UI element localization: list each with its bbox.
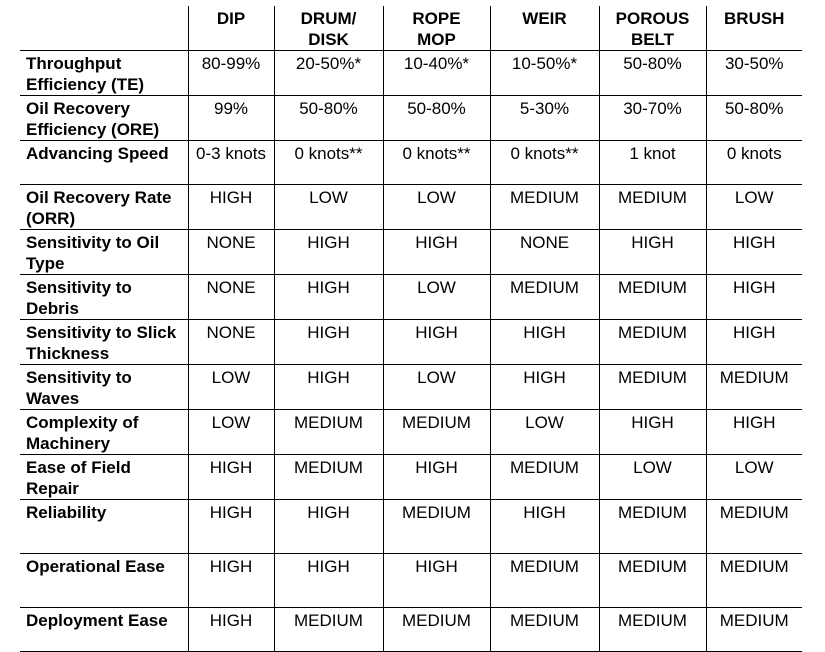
- table-cell: NONE: [490, 230, 599, 275]
- table-cell: LOW: [490, 410, 599, 455]
- table-cell: HIGH: [188, 554, 274, 608]
- table-cell: HIGH: [706, 410, 802, 455]
- table-row: [20, 185, 802, 230]
- table-cell: MEDIUM: [599, 554, 706, 608]
- table-cell: HIGH: [706, 230, 802, 275]
- table-cell: 50-80%: [274, 96, 383, 141]
- table-cell: HIGH: [188, 185, 274, 230]
- table-cell: HIGH: [274, 230, 383, 275]
- column-header-weir: WEIR: [490, 6, 599, 51]
- row-label: Sensitivity to Debris: [20, 275, 188, 320]
- corner-cell: [20, 6, 188, 51]
- table-cell: HIGH: [188, 500, 274, 554]
- table-cell: MEDIUM: [490, 608, 599, 652]
- column-header-drum-disk: DRUM/ DISK: [274, 6, 383, 51]
- row-label: Sensitivity to Oil Type: [20, 230, 188, 275]
- row-label: Complexity of Machinery: [20, 410, 188, 455]
- table-cell: NONE: [188, 320, 274, 365]
- table-cell: 10-50%*: [490, 51, 599, 96]
- table-cell: 30-70%: [599, 96, 706, 141]
- row-label: Sensitivity to Slick Thickness: [20, 320, 188, 365]
- table-cell: HIGH: [599, 230, 706, 275]
- column-header-porous-belt: POROUS BELT: [599, 6, 706, 51]
- table-cell: HIGH: [274, 554, 383, 608]
- table-row: [20, 275, 802, 320]
- table-cell: MEDIUM: [599, 608, 706, 652]
- table-cell: 0 knots**: [383, 141, 490, 185]
- table-row: [20, 500, 802, 554]
- table-row: [20, 365, 802, 410]
- row-label: Advancing Speed: [20, 141, 188, 185]
- table-cell: 20-50%*: [274, 51, 383, 96]
- skimmer-comparison-table: [20, 6, 802, 652]
- table-cell: HIGH: [274, 365, 383, 410]
- table-cell: MEDIUM: [490, 275, 599, 320]
- table-cell: 5-30%: [490, 96, 599, 141]
- table-cell: MEDIUM: [706, 500, 802, 554]
- table-cell: HIGH: [383, 455, 490, 500]
- row-label: Oil Recovery Efficiency (ORE): [20, 96, 188, 141]
- table-cell: HIGH: [383, 320, 490, 365]
- table-cell: 50-80%: [383, 96, 490, 141]
- table-cell: HIGH: [599, 410, 706, 455]
- table-cell: LOW: [383, 275, 490, 320]
- table-cell: 50-80%: [706, 96, 802, 141]
- table-cell: MEDIUM: [706, 365, 802, 410]
- column-header-dip: DIP: [188, 6, 274, 51]
- row-label: Throughput Efficiency (TE): [20, 51, 188, 96]
- table-row: [20, 554, 802, 608]
- table-row: [20, 455, 802, 500]
- table-body: [20, 51, 802, 652]
- table-cell: 0 knots**: [274, 141, 383, 185]
- table-row: [20, 320, 802, 365]
- table-cell: MEDIUM: [599, 185, 706, 230]
- table-cell: MEDIUM: [274, 410, 383, 455]
- table-cell: MEDIUM: [706, 608, 802, 652]
- table-row: [20, 608, 802, 652]
- skimmer-comparison-table-container: [20, 6, 802, 652]
- table-cell: NONE: [188, 275, 274, 320]
- table-cell: LOW: [383, 185, 490, 230]
- table-cell: HIGH: [706, 320, 802, 365]
- table-cell: MEDIUM: [490, 185, 599, 230]
- table-cell: LOW: [188, 365, 274, 410]
- table-cell: 1 knot: [599, 141, 706, 185]
- table-cell: 80-99%: [188, 51, 274, 96]
- table-cell: HIGH: [274, 275, 383, 320]
- table-row: [20, 141, 802, 185]
- table-cell: HIGH: [383, 230, 490, 275]
- table-cell: NONE: [188, 230, 274, 275]
- table-cell: 50-80%: [599, 51, 706, 96]
- table-cell: HIGH: [188, 608, 274, 652]
- row-label: Ease of Field Repair: [20, 455, 188, 500]
- table-cell: MEDIUM: [274, 608, 383, 652]
- table-row: [20, 96, 802, 141]
- table-row: [20, 410, 802, 455]
- table-cell: LOW: [706, 185, 802, 230]
- table-cell: HIGH: [383, 554, 490, 608]
- row-label: Reliability: [20, 500, 188, 554]
- table-cell: MEDIUM: [599, 500, 706, 554]
- table-cell: 30-50%: [706, 51, 802, 96]
- table-cell: LOW: [706, 455, 802, 500]
- table-cell: 0 knots: [706, 141, 802, 185]
- table-cell: 99%: [188, 96, 274, 141]
- table-cell: MEDIUM: [490, 455, 599, 500]
- table-cell: MEDIUM: [706, 554, 802, 608]
- table-row: [20, 51, 802, 96]
- table-cell: LOW: [188, 410, 274, 455]
- table-cell: HIGH: [490, 365, 599, 410]
- table-cell: MEDIUM: [383, 608, 490, 652]
- column-header-rope-mop: ROPE MOP: [383, 6, 490, 51]
- table-cell: HIGH: [490, 320, 599, 365]
- row-label: Oil Recovery Rate (ORR): [20, 185, 188, 230]
- table-row: [20, 230, 802, 275]
- row-label: Operational Ease: [20, 554, 188, 608]
- table-cell: MEDIUM: [599, 365, 706, 410]
- table-cell: HIGH: [188, 455, 274, 500]
- table-cell: MEDIUM: [274, 455, 383, 500]
- row-label: Sensitivity to Waves: [20, 365, 188, 410]
- table-cell: LOW: [383, 365, 490, 410]
- table-cell: HIGH: [274, 320, 383, 365]
- table-cell: MEDIUM: [599, 275, 706, 320]
- table-cell: MEDIUM: [383, 410, 490, 455]
- table-cell: MEDIUM: [383, 500, 490, 554]
- table-cell: HIGH: [706, 275, 802, 320]
- table-cell: MEDIUM: [599, 320, 706, 365]
- table-cell: 10-40%*: [383, 51, 490, 96]
- header-row: [20, 6, 802, 51]
- table-cell: LOW: [274, 185, 383, 230]
- row-label: Deployment Ease: [20, 608, 188, 652]
- table-cell: 0 knots**: [490, 141, 599, 185]
- table-cell: LOW: [599, 455, 706, 500]
- table-cell: HIGH: [490, 500, 599, 554]
- table-cell: MEDIUM: [490, 554, 599, 608]
- table-cell: HIGH: [274, 500, 383, 554]
- table-cell: 0-3 knots: [188, 141, 274, 185]
- column-header-brush: BRUSH: [706, 6, 802, 51]
